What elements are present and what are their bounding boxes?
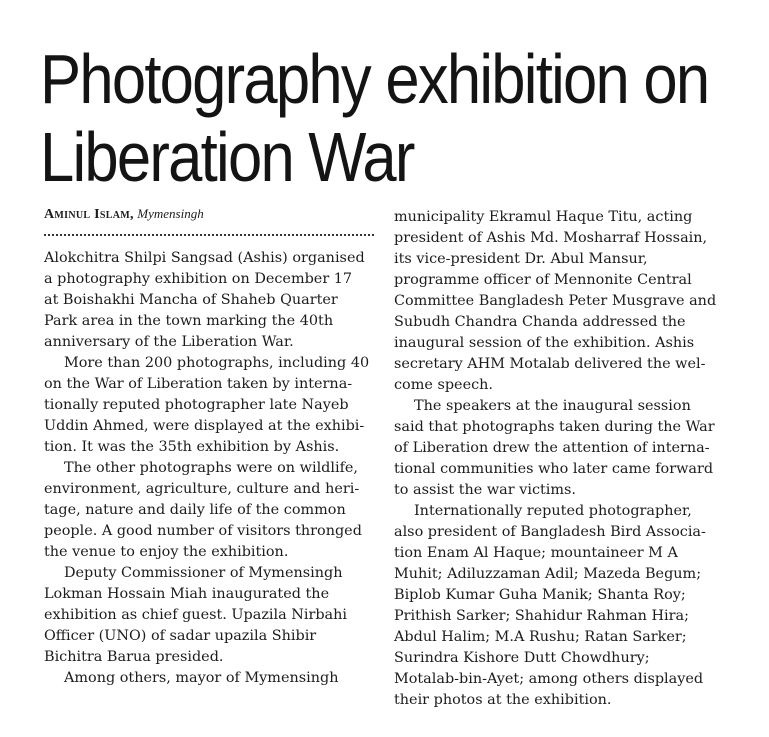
byline-location: Mymensingh — [137, 206, 204, 221]
body-text-line: Subudh Chandra Chanda addressed the — [394, 314, 686, 330]
body-text-line: municipality Ekramul Haque Titu, acting — [394, 209, 693, 225]
body-text-line: exhibition as chief guest. Upazila Nirbahi — [44, 607, 348, 623]
body-text-line: on the War of Liberation taken by interna- — [44, 376, 353, 392]
body-text-line: Deputy Commissioner of Mymensingh — [64, 565, 343, 581]
body-text-line: Uddin Ahmed, were displayed at the exhibi- — [44, 418, 365, 434]
body-text-line: said that photographs taken during the War — [394, 419, 715, 435]
article-column-left — [44, 204, 374, 689]
body-text-line: The speakers at the inaugural session — [414, 398, 691, 414]
body-text-line: More than 200 photographs, including 40 — [64, 355, 370, 371]
headline-line-1: Photography exhibition on — [40, 40, 709, 118]
body-text-line: their photos at the exhibition. — [394, 692, 612, 708]
body-text-line: at Boishakhi Mancha of Shaheb Quarter — [44, 292, 338, 308]
body-text-line: come speech. — [394, 377, 493, 393]
body-text-line: secretary AHM Motalab delivered the wel- — [394, 356, 706, 372]
article-column-right — [394, 207, 724, 711]
body-text-line: president of Ashis Md. Mosharraf Hossain, — [394, 230, 708, 246]
body-text-line: to assist the war victims. — [394, 482, 576, 498]
body-text-line: environment, agriculture, culture and heri- — [44, 481, 360, 497]
body-text-line: tionally reputed photographer late Nayeb — [44, 397, 349, 413]
body-text-line: the venue to enjoy the exhibition. — [44, 544, 289, 560]
body-text-line: its vice-president Dr. Abul Mansur, — [394, 251, 648, 267]
byline-dotted-divider — [44, 234, 374, 236]
body-text-line: The other photographs were on wildlife, — [64, 460, 359, 476]
body-text-line: Alokchitra Shilpi Sangsad (Ashis) organised — [44, 250, 365, 266]
body-text-line: Among others, mayor of Mymensingh — [64, 670, 339, 686]
body-text-line: Muhit; Adiluzzaman Adil; Mazeda Begum; — [394, 566, 702, 582]
headline-line-2: Liberation War — [40, 118, 414, 196]
body-text-line: Abdul Halim; M.A Rushu; Ratan Sarker; — [394, 629, 687, 645]
body-text-line: of Liberation drew the attention of interna- — [394, 440, 710, 456]
body-text-line: tion Enam Al Haque; mountaineer M A — [394, 545, 678, 561]
body-text-line: Surindra Kishore Dutt Chowdhury; — [394, 650, 650, 666]
body-text-line: also president of Bangladesh Bird Associa- — [394, 524, 706, 540]
body-text-line: Biplob Kumar Guha Manik; Shanta Roy; — [394, 587, 686, 603]
body-text-line: Internationally reputed photographer, — [414, 503, 692, 519]
body-text-line: Officer (UNO) of sadar upazila Shibir — [44, 628, 317, 644]
body-text-line: people. A good number of visitors thronged — [44, 523, 362, 539]
body-text-line: inaugural session of the exhibition. Ashis — [394, 335, 695, 351]
body-text-line: Committee Bangladesh Peter Musgrave and — [394, 293, 717, 309]
body-text-line: Prithish Sarker; Shahidur Rahman Hira; — [394, 608, 689, 624]
byline-author: Aminul Islam, — [44, 207, 134, 222]
article-headline — [40, 40, 709, 196]
body-text-line: Bichitra Barua presided. — [44, 649, 224, 665]
body-text-line: Motalab-bin-Ayet; among others displayed — [394, 671, 704, 687]
byline — [44, 204, 374, 226]
body-text-line: anniversary of the Liberation War. — [44, 334, 294, 350]
body-text-line: tage, nature and daily life of the common — [44, 502, 346, 518]
body-text-line: programme officer of Mennonite Central — [394, 272, 692, 288]
body-text-line: a photography exhibition on December 17 — [44, 271, 353, 287]
body-text-line: Lokman Hossain Miah inaugurated the — [44, 586, 330, 602]
body-text-line: Park area in the town marking the 40th — [44, 313, 334, 329]
body-text-line: tion. It was the 35th exhibition by Ashis. — [44, 439, 340, 455]
body-text-line: tional communities who later came forward — [394, 461, 714, 477]
